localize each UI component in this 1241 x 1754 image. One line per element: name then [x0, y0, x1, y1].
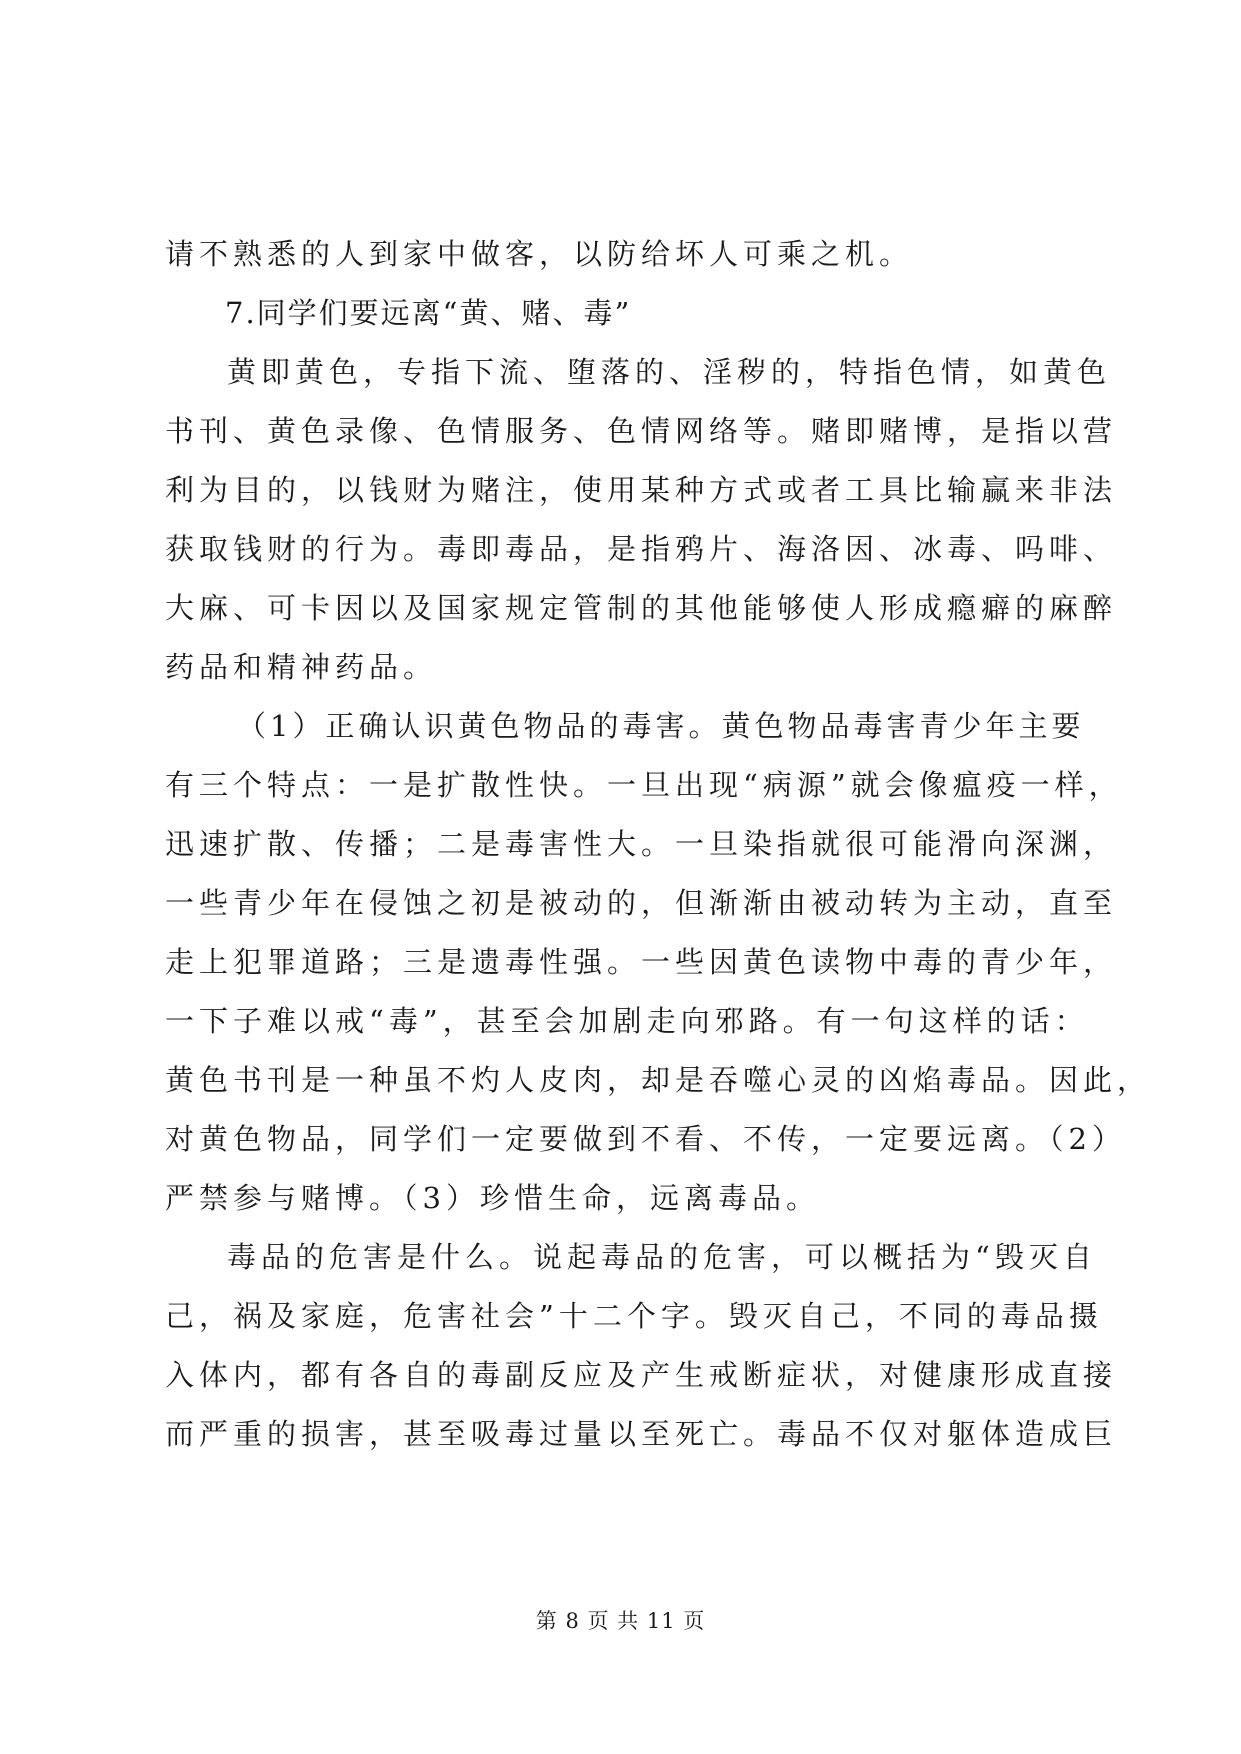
body-text: [165, 225, 1152, 1464]
text-line: 黄即黄色，专指下流、堕落的、淫秽的，特指色情，如黄色: [227, 355, 1112, 389]
text-line: 药品和精神药品。: [165, 650, 438, 684]
text-line: 利为目的，以钱财为赌注，使用某种方式或者工具比输赢来非法: [165, 473, 1118, 507]
text-line: 获取钱财的行为。毒即毒品，是指鸦片、海洛因、冰毒、吗啡、: [165, 532, 1118, 566]
text-line: 严禁参与赌博。（3）珍惜生命，远离毒品。: [165, 1181, 820, 1215]
text-line: 大麻、可卡因以及国家规定管制的其他能够使人形成瘾癖的麻醉: [165, 591, 1118, 625]
section-heading: 7.同学们要远离“黄、赌、毒”: [225, 296, 632, 330]
text-line: 走上犯罪道路；三是遗毒性强。一些因黄色读物中毒的青少年，: [165, 945, 1118, 979]
text-line: 一下子难以戒“毒”，甚至会加剧走向邪路。有一句这样的话：: [165, 1004, 1089, 1038]
text-line: 请不熟悉的人到家中做客，以防给坏人可乘之机。: [165, 237, 914, 271]
text-line: 入体内，都有各自的毒副反应及产生戒断症状，对健康形成直接: [165, 1358, 1118, 1392]
text-line: 有三个特点：一是扩散性快。一旦出现“病源”就会像瘟疫一样，: [165, 768, 1123, 802]
text-line: 对黄色物品，同学们一定要做到不看、不传，一定要远离。（2）: [165, 1122, 1126, 1156]
text-line: 迅速扩散、传播；二是毒害性大。一旦染指就很可能滑向深渊，: [165, 827, 1118, 861]
text-line: 一些青少年在侵蚀之初是被动的，但渐渐由被动转为主动，直至: [165, 886, 1118, 920]
text-line: 己，祸及家庭，危害社会”十二个字。毁灭自己，不同的毒品摄: [165, 1299, 1103, 1333]
text-line: （1）正确认识黄色物品的毒害。黄色物品毒害青少年主要: [237, 709, 1085, 743]
text-line: 而严重的损害，甚至吸毒过量以至死亡。毒品不仅对躯体造成巨: [165, 1417, 1118, 1451]
text-line: 毒品的危害是什么。说起毒品的危害，可以概括为“毁灭自: [227, 1240, 1097, 1274]
text-line: 书刊、黄色录像、色情服务、色情网络等。赌即赌博，是指以营: [165, 414, 1118, 448]
text-line: 黄色书刊是一种虽不灼人皮肉，却是吞噬心灵的凶焰毒品。因此，: [165, 1063, 1152, 1097]
page-number-footer: 第 8 页 共 11 页: [535, 1609, 706, 1633]
